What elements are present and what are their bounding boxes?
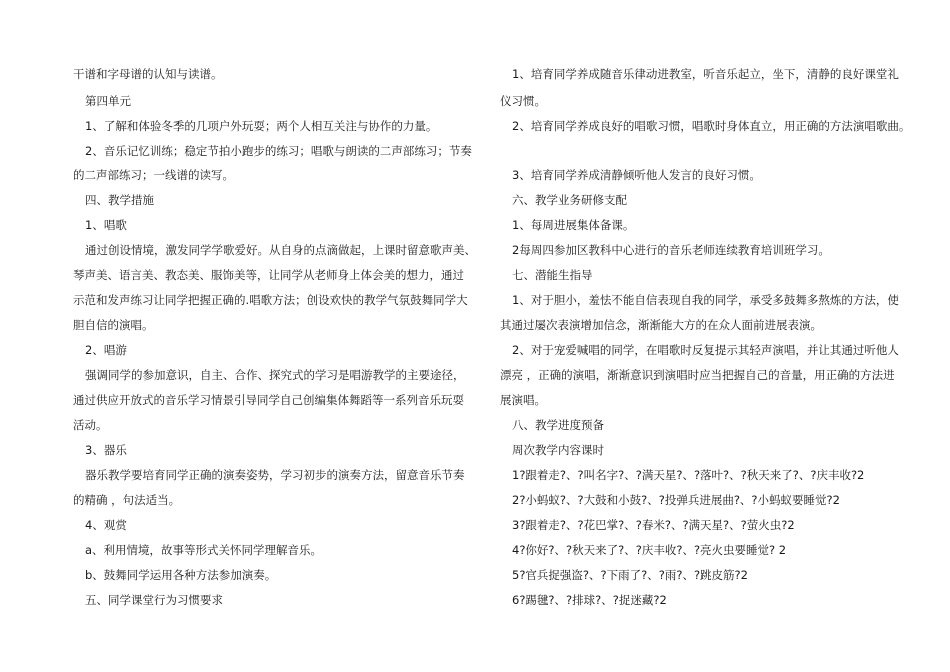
text-line: 器乐教学要培育同学正确的演奏姿势，学习初步的演奏方法，留意音乐节奏 [85,468,465,482]
text-line: 2、音乐记忆训练；稳定节拍小跑步的练习；唱歌与朗读的二声部练习；节奏 [85,144,472,158]
text-line: 2、培育同学养成良好的唱歌习惯，唱歌时身体直立，用正确的方法演唱歌曲。 [512,119,911,133]
subsection-heading: 1、唱歌 [85,218,127,232]
text-line: 其通过屡次表演增加信念，渐渐能大方的在众人面前进展表演。 [500,318,822,332]
text-line: 2、对于宠爱喊唱的同学，在唱歌时反复提示其轻声演唱，并让其通过听他人 [512,343,899,357]
schedule-row: 4?你好?、?秋天来了?、?庆丰收?、?亮火虫要睡觉? 2 [512,543,787,557]
schedule-row: 3?跟着走?、?花巴掌?、?春米?、?满天星?、?萤火虫?2 [512,518,795,532]
schedule-row: 5?官兵捉强盗?、?下雨了?、?雨?、?跳皮筋?2 [512,568,748,582]
text-line: 的二声部练习；一线谱的读写。 [73,168,234,182]
text-line: 示范和发声练习让同学把握正确的.唱歌方法；创设欢快的教学气氛鼓舞同学大 [73,293,468,307]
schedule-row: 6?踢毽?、?排球?、?捉迷藏?2 [512,593,667,607]
text-line: 1、每周进展集体备课。 [512,218,635,232]
text-line: 3、培育同学养成清静倾听他人发言的良好习惯。 [512,168,761,182]
text-line: 通过供应开放式的音乐学习情景引导同学自己创编集体舞蹈等一系列音乐玩耍 [73,393,464,407]
subsection-heading: 2、唱游 [85,343,127,357]
section-heading: 八、教学进度预备 [512,418,604,432]
text-line: 通过创设情境，激发同学学歌爱好。从自身的点滴做起，上课时留意歌声美、 [85,243,476,257]
text-line: 胆自信的演唱。 [73,318,154,332]
text-line: 的精确 ，句法适当。 [73,493,181,507]
text-line: 活动。 [73,418,108,432]
text-line: 1、了解和体验冬季的几项户外玩耍；两个人相互关注与协作的力量。 [85,119,438,133]
subsection-heading: 3、器乐 [85,443,127,457]
text-line: 琴声美、语言美、教态美、服饰美等，让同学从老师身上体会美的想力，通过 [73,268,464,282]
text-line: 展演唱。 [500,393,546,407]
section-heading: 五、同学课堂行为习惯要求 [85,593,223,607]
text-line: b、鼓舞同学运用各种方法参加演奏。 [85,568,277,582]
section-heading: 六、教学业务研修支配 [512,193,627,207]
text-line: 干谱和字母谱的认知与读谱。 [73,67,223,81]
section-heading: 七、潜能生指导 [512,268,593,282]
section-heading: 四、教学措施 [85,193,154,207]
text-line: 周次教学内容课时 [512,443,604,457]
schedule-row: 2?小蚂蚁?、?大鼓和小鼓?、?投弹兵进展曲?、?小蚂蚁要睡觉?2 [512,493,840,507]
text-line: 强调同学的参加意识，自主、合作、探究式的学习是唱游教学的主要途径， [85,368,465,382]
text-line: 漂亮 ，正确的演唱，渐渐意识到演唱时应当把握自己的音量，用正确的方法进 [500,368,895,382]
text-line: 仪习惯。 [500,94,546,108]
text-line: 1、对于胆小，羞怯不能自信表现自我的同学，承受多鼓舞多熬炼的方法，使 [512,293,899,307]
text-line: 1、培育同学养成随音乐律动进教室，听音乐起立，坐下，清静的良好课堂礼 [512,67,899,81]
subsection-heading: 4、观赏 [85,518,127,532]
text-line: 2每周四参加区教科中心进行的音乐老师连续教育培训班学习。 [512,243,830,257]
text-line: a、利用情境，故事等形式关怀同学理解音乐。 [85,543,323,557]
unit-heading: 第四单元 [85,94,131,108]
schedule-row: 1?跟着走?、?叫名字?、?满天星?、?落叶?、?秋天来了?、?庆丰收?2 [512,468,865,482]
